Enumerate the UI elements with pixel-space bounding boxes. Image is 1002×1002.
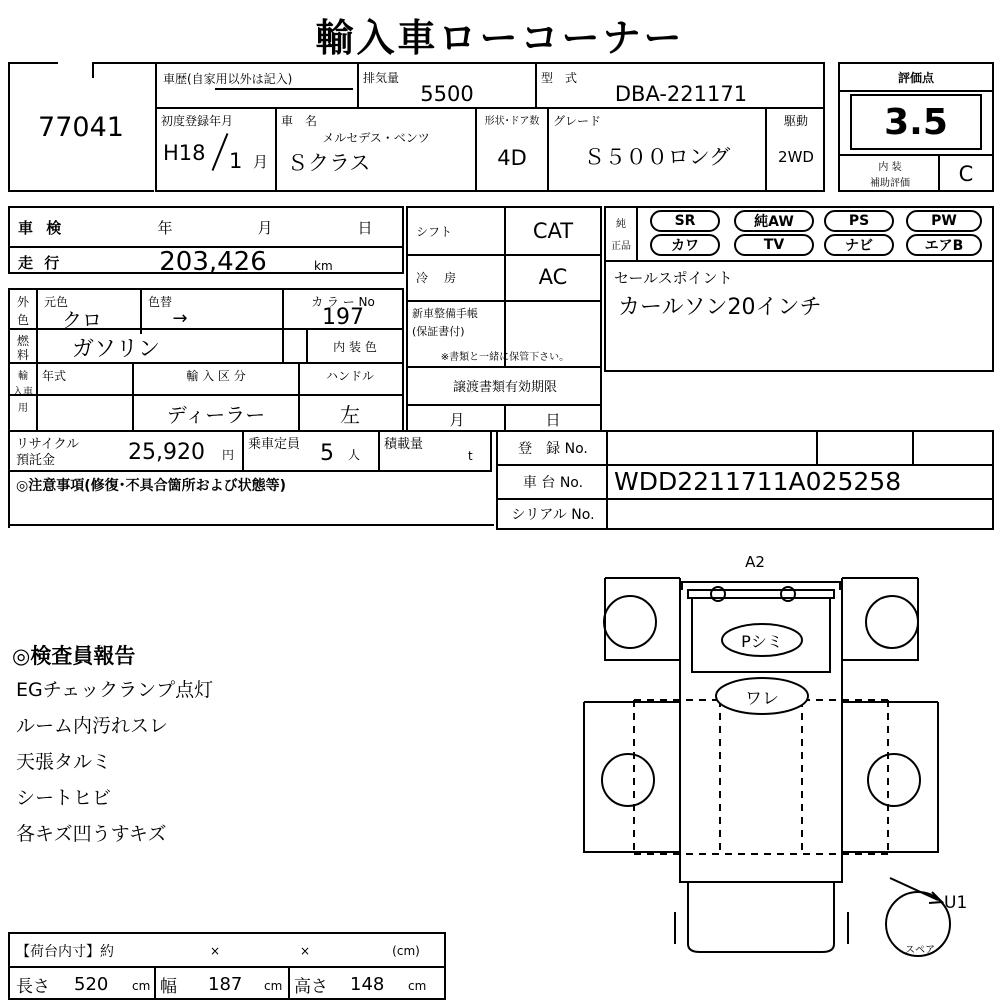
top-table	[155, 62, 825, 192]
mileage-value: 203,426	[159, 247, 267, 277]
equipment-block	[604, 206, 994, 262]
import-label-1: 輸	[18, 370, 28, 382]
registration-block	[496, 430, 994, 530]
car-name-label: 車 名	[281, 113, 318, 128]
inspection-year: 年	[157, 218, 173, 237]
inspection-label: 車 検	[18, 218, 66, 237]
history-underline	[215, 88, 353, 90]
bed-length-label: 長さ	[16, 976, 50, 997]
equip-leather[interactable]: カワ	[650, 234, 720, 256]
equip-ps[interactable]: PS	[824, 210, 894, 232]
reg-no-value	[614, 436, 814, 460]
sales-point-block	[604, 260, 994, 372]
fuel-label-2: 料	[16, 347, 29, 362]
import-label-3: 用	[18, 402, 28, 414]
load-label: 積載量	[384, 436, 424, 452]
equip-navi[interactable]: ナビ	[824, 234, 894, 256]
seats-value: 5	[320, 440, 334, 466]
grade-label: グレード	[553, 113, 602, 128]
car-diagram	[570, 552, 990, 982]
genuine-label-1: 純	[616, 218, 626, 230]
ac-label: 冷 房	[416, 270, 459, 285]
import-label-2: 入車	[13, 386, 33, 398]
bed-height-label: 高さ	[294, 976, 328, 997]
bed-length-value: 520	[74, 973, 109, 995]
inspector-line-4: シートヒビ	[16, 787, 112, 809]
genuine-label-2: 正品	[611, 240, 631, 252]
title-bracket-left	[92, 62, 94, 78]
inspector-line-3: 天張タルミ	[16, 751, 112, 773]
seats-unit: 人	[348, 447, 361, 462]
model-code-label: 型 式	[541, 70, 578, 85]
page-title: 輸入車ローコーナー	[315, 15, 685, 60]
interior-label-1: 内 装	[878, 161, 902, 173]
equip-tv[interactable]: TV	[734, 234, 814, 256]
drive-value: 2WD	[778, 148, 814, 166]
displacement-label: 排気量	[363, 70, 400, 85]
chassis-no-label: 車 台 No.	[522, 475, 584, 491]
inspector-report	[12, 640, 432, 870]
base-color-label: 元色	[44, 294, 69, 309]
title-bracket	[92, 62, 156, 64]
drive-label: 駆動	[783, 113, 808, 128]
score-value-box	[850, 94, 982, 150]
serial-no-label: シリアル No.	[511, 507, 595, 523]
caution-label: ◎注意事項(修復･不具合箇所および状態等)	[16, 478, 287, 494]
inspection-month: 月	[257, 218, 273, 237]
handle-label: ハンドル	[325, 368, 374, 383]
chassis-no-value: WDD2211711A025258	[614, 466, 902, 496]
color-change-label: 色替	[148, 294, 173, 309]
color-no-label: カ ラ ー No	[311, 294, 375, 309]
bed-size-table	[8, 932, 446, 1000]
diagram-spare-label: スペア	[905, 944, 935, 956]
equip-aw[interactable]: 純AW	[734, 210, 814, 232]
score-label: 評価点	[897, 70, 934, 85]
recycle-value: 25,920	[128, 439, 205, 465]
transfer-month: 月	[449, 410, 465, 429]
recycle-label-2: 預託金	[16, 452, 56, 468]
fuel-label-1: 燃	[16, 333, 29, 348]
score-box	[838, 62, 994, 192]
fuel-value: ガソリン	[72, 336, 161, 362]
sales-point-value: カールソン20インチ	[618, 294, 822, 320]
diagram-right-label: U1	[944, 893, 968, 913]
year-label: 年式	[42, 368, 67, 383]
lot-number-box	[8, 62, 154, 192]
mid-block	[406, 206, 602, 432]
bed-size-header: 【荷台内寸】約	[16, 944, 114, 960]
bed-length-unit: cm	[132, 979, 151, 993]
color-fuel-block	[8, 288, 404, 432]
bed-height-value: 148	[350, 973, 385, 995]
caution-block	[8, 470, 492, 528]
color-no-value: 197	[322, 304, 364, 330]
diagram-mark-1: Pシミ	[741, 631, 783, 651]
history-label: 車歴(自家用以外は記入)	[163, 71, 293, 86]
load-unit: t	[468, 449, 473, 463]
interior-color-label: 内 装 色	[333, 339, 377, 354]
recycle-label-1: リサイクル	[16, 436, 80, 452]
equip-pw[interactable]: PW	[906, 210, 982, 232]
interior-label-2: 補助評価	[870, 177, 910, 189]
equip-sr[interactable]: SR	[650, 210, 720, 232]
first-reg-year: H18	[163, 141, 206, 165]
inspector-line-1: EGチェックランプ点灯	[16, 679, 214, 701]
interior-grade: C	[958, 162, 974, 186]
left-info-block	[8, 206, 404, 277]
first-reg-month-unit: 月	[253, 152, 269, 171]
first-reg-label: 初度登録年月	[161, 113, 234, 128]
shift-label: シフト	[416, 224, 453, 239]
warranty-note: ※書類と一緒に保管下さい。	[440, 351, 570, 363]
exterior-label-1: 外	[16, 294, 29, 309]
diagram-mark-2: ワレ	[745, 688, 779, 709]
bed-width-value: 187	[208, 973, 243, 995]
mileage-unit: km	[314, 259, 333, 273]
lot-number: 77041	[38, 111, 124, 143]
bed-width-label: 幅	[160, 976, 177, 997]
mileage-label: 走 行	[18, 253, 63, 272]
first-reg-month: 1	[229, 149, 243, 173]
recycle-unit: 円	[222, 447, 235, 462]
sales-point-label: セールスポイント	[614, 268, 733, 287]
bed-unit-head: (cm)	[392, 944, 420, 958]
shift-value: CAT	[532, 219, 574, 243]
exterior-label-2: 色	[16, 312, 29, 327]
base-color-value: クロ	[62, 307, 102, 332]
bed-mul-2: ×	[299, 944, 311, 958]
bed-height-unit: cm	[408, 979, 427, 993]
car-maker: メルセデス・ベンツ	[322, 130, 430, 145]
grade-value: Ｓ５００ロング	[583, 145, 731, 169]
import-class-label: 輸 入 区 分	[186, 368, 246, 383]
serial-no-value	[614, 502, 990, 526]
inspector-line-5: 各キズ凹うすキズ	[16, 823, 167, 845]
score-value: 3.5	[884, 101, 948, 143]
transfer-label: 譲渡書類有効期限	[452, 379, 557, 395]
equip-airbag[interactable]: エアB	[906, 234, 982, 256]
color-change-value: →	[172, 307, 188, 329]
car-name-value: Ｓクラス	[287, 151, 371, 175]
bed-width-unit: cm	[264, 979, 283, 993]
import-class-value: ディーラー	[166, 402, 266, 427]
bed-mul-1: ×	[209, 944, 221, 958]
warranty-label-2: (保証書付)	[412, 325, 465, 338]
model-code-value: DBA-221171	[614, 82, 748, 106]
shape-doors-label: 形状･ドア数	[484, 115, 540, 127]
inspection-day: 日	[357, 218, 373, 237]
warranty-label-1: 新車整備手帳	[412, 307, 478, 320]
diagram-top-label: A2	[745, 553, 765, 571]
ac-value: AC	[538, 265, 568, 289]
reg-no-label: 登 録 No.	[518, 441, 588, 457]
displacement-value: 5500	[420, 82, 474, 106]
inspector-line-2: ルーム内汚れスレ	[16, 715, 169, 737]
seats-label: 乗車定員	[248, 436, 301, 452]
recycle-block	[8, 430, 492, 472]
transfer-day: 日	[545, 410, 561, 429]
inspector-label: ◎検査員報告	[12, 644, 136, 668]
shape-doors-value: 4D	[497, 146, 527, 170]
handle-value: 左	[340, 402, 360, 427]
